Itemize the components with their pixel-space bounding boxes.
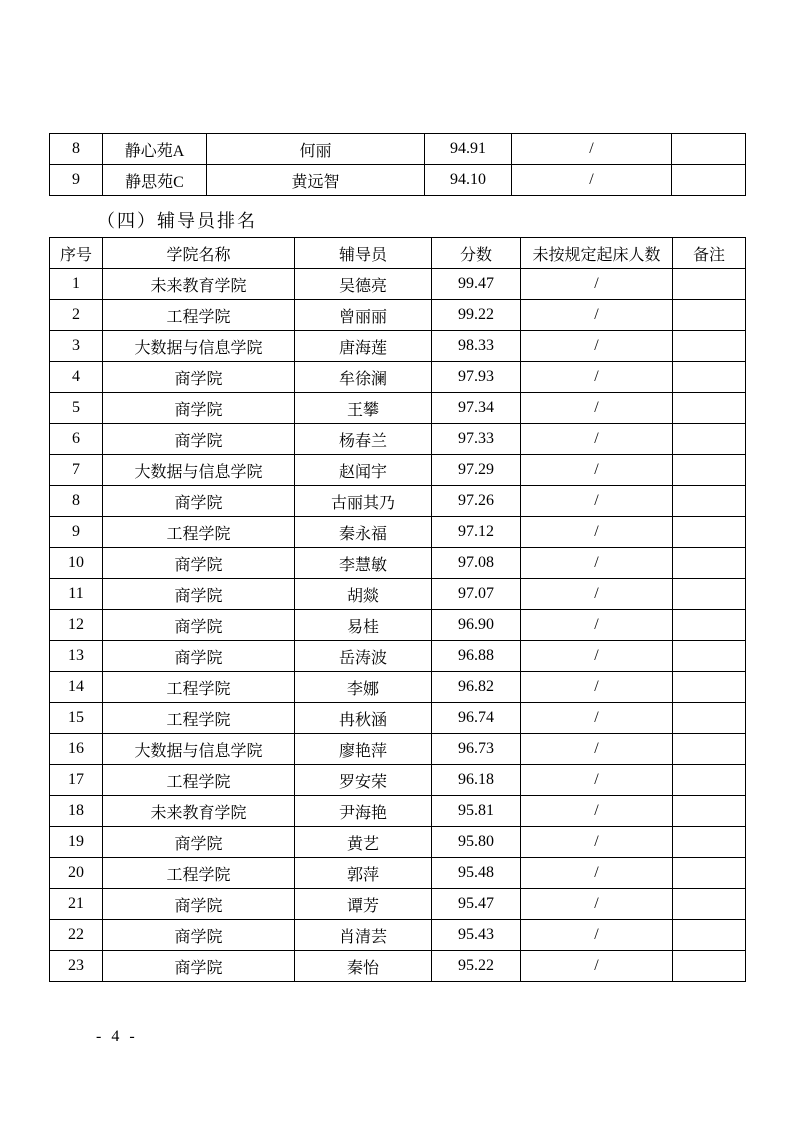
- table-cell: /: [521, 517, 673, 548]
- table-cell: 黄远智: [207, 165, 425, 196]
- table-cell: /: [521, 920, 673, 951]
- table-row: [50, 765, 746, 796]
- table-cell: 静思苑C: [103, 165, 207, 196]
- table-cell: 97.29: [432, 455, 521, 486]
- table-cell: 商学院: [103, 889, 295, 920]
- table-cell: 岳涛波: [295, 641, 432, 672]
- table-cell: 14: [50, 672, 103, 703]
- table-cell: 尹海艳: [295, 796, 432, 827]
- table-cell: 商学院: [103, 579, 295, 610]
- table-cell: 21: [50, 889, 103, 920]
- table-cell: [673, 517, 746, 548]
- table-row: [50, 703, 746, 734]
- table-cell: 商学院: [103, 920, 295, 951]
- table-cell: 95.81: [432, 796, 521, 827]
- table-cell: 谭芳: [295, 889, 432, 920]
- table-cell: 5: [50, 393, 103, 424]
- table-cell: 牟徐澜: [295, 362, 432, 393]
- table-cell: 23: [50, 951, 103, 982]
- table-cell: /: [521, 486, 673, 517]
- table-cell: /: [521, 362, 673, 393]
- table-row: [50, 889, 746, 920]
- table-cell: /: [521, 672, 673, 703]
- table-row: [50, 424, 746, 455]
- table-cell: /: [521, 858, 673, 889]
- section-heading: （四）辅导员排名: [97, 211, 257, 231]
- table-cell: 冉秋涵: [295, 703, 432, 734]
- table-cell: 9: [50, 517, 103, 548]
- table-row: [50, 858, 746, 889]
- table-cell: 97.33: [432, 424, 521, 455]
- table-cell: 黄艺: [295, 827, 432, 858]
- table-header-row: [50, 238, 746, 269]
- table-cell: /: [521, 269, 673, 300]
- table-cell: 工程学院: [103, 517, 295, 548]
- table-cell: [673, 362, 746, 393]
- table-cell: 19: [50, 827, 103, 858]
- table-cell: 13: [50, 641, 103, 672]
- table-cell: /: [521, 641, 673, 672]
- table-cell: 商学院: [103, 486, 295, 517]
- table-cell: 郭萍: [295, 858, 432, 889]
- table-cell: 18: [50, 796, 103, 827]
- table-cell: [673, 858, 746, 889]
- table-cell: /: [521, 579, 673, 610]
- table-row: [50, 300, 746, 331]
- table-cell: [673, 331, 746, 362]
- table-cell: 22: [50, 920, 103, 951]
- table-cell: 6: [50, 424, 103, 455]
- table-cell: 97.07: [432, 579, 521, 610]
- table-cell: 大数据与信息学院: [103, 455, 295, 486]
- table-cell: 工程学院: [103, 300, 295, 331]
- table-cell: 李慧敏: [295, 548, 432, 579]
- table-cell: 唐海莲: [295, 331, 432, 362]
- table-cell: 未来教育学院: [103, 796, 295, 827]
- table-cell: 廖艳萍: [295, 734, 432, 765]
- table-cell: 商学院: [103, 424, 295, 455]
- table-cell: [673, 579, 746, 610]
- table-cell: /: [521, 548, 673, 579]
- table-row: [50, 548, 746, 579]
- table-cell: [673, 455, 746, 486]
- table-row: [50, 579, 746, 610]
- table-cell: 96.73: [432, 734, 521, 765]
- table-cell: 15: [50, 703, 103, 734]
- table-cell: [673, 641, 746, 672]
- table-cell: 94.91: [425, 134, 512, 165]
- table-cell: 工程学院: [103, 858, 295, 889]
- table-cell: /: [521, 734, 673, 765]
- table-cell: /: [521, 827, 673, 858]
- table-cell: 李娜: [295, 672, 432, 703]
- table-cell: 95.43: [432, 920, 521, 951]
- table-cell: 商学院: [103, 827, 295, 858]
- table-cell: /: [521, 331, 673, 362]
- table-row: [50, 455, 746, 486]
- table-cell: [673, 548, 746, 579]
- table-cell: /: [512, 165, 672, 196]
- table-row: [50, 165, 746, 196]
- table-cell: /: [521, 393, 673, 424]
- table-cell: 97.93: [432, 362, 521, 393]
- table-cell: /: [521, 703, 673, 734]
- table-cell: /: [512, 134, 672, 165]
- table-cell: [672, 134, 746, 165]
- table-cell: /: [521, 765, 673, 796]
- table-cell: 秦怡: [295, 951, 432, 982]
- table-cell: 99.47: [432, 269, 521, 300]
- dorm-ranking-table-continued: [49, 133, 746, 196]
- table-cell: /: [521, 610, 673, 641]
- table-cell: [673, 610, 746, 641]
- table-cell: 96.88: [432, 641, 521, 672]
- table-cell: /: [521, 796, 673, 827]
- table-cell: [673, 889, 746, 920]
- page-number: - 4 -: [96, 1028, 138, 1045]
- table-cell: 吴德亮: [295, 269, 432, 300]
- table-cell: 98.33: [432, 331, 521, 362]
- counselor-ranking-table: [49, 237, 746, 982]
- table-cell: /: [521, 424, 673, 455]
- table-cell: 1: [50, 269, 103, 300]
- table-cell: 工程学院: [103, 672, 295, 703]
- table-row: [50, 517, 746, 548]
- table-row: [50, 269, 746, 300]
- table-row: [50, 796, 746, 827]
- table-cell: [673, 300, 746, 331]
- table-cell: 王攀: [295, 393, 432, 424]
- table-cell: 3: [50, 331, 103, 362]
- table-cell: 94.10: [425, 165, 512, 196]
- table-row: [50, 641, 746, 672]
- table-cell: 未来教育学院: [103, 269, 295, 300]
- table-cell: 97.26: [432, 486, 521, 517]
- table-cell: 曾丽丽: [295, 300, 432, 331]
- table-cell: 96.18: [432, 765, 521, 796]
- table-cell: 工程学院: [103, 703, 295, 734]
- table-cell: [673, 951, 746, 982]
- table-cell: 静心苑A: [103, 134, 207, 165]
- table-row: [50, 951, 746, 982]
- table-cell: [673, 920, 746, 951]
- table-cell: 97.34: [432, 393, 521, 424]
- table-cell: 20: [50, 858, 103, 889]
- table-cell: 9: [50, 165, 103, 196]
- table-cell: 工程学院: [103, 765, 295, 796]
- table-cell: 易桂: [295, 610, 432, 641]
- table-cell: 96.74: [432, 703, 521, 734]
- table-row: [50, 134, 746, 165]
- table-row: [50, 920, 746, 951]
- table-cell: 商学院: [103, 951, 295, 982]
- table-cell: 2: [50, 300, 103, 331]
- table-cell: 赵闻宇: [295, 455, 432, 486]
- table-cell: 96.82: [432, 672, 521, 703]
- table-row: [50, 486, 746, 517]
- table-cell: 97.08: [432, 548, 521, 579]
- table-row: [50, 393, 746, 424]
- table-cell: [673, 269, 746, 300]
- table-row: [50, 827, 746, 858]
- table-cell: 16: [50, 734, 103, 765]
- table-cell: 99.22: [432, 300, 521, 331]
- table-cell: 17: [50, 765, 103, 796]
- table-cell: 古丽其乃: [295, 486, 432, 517]
- table-cell: 杨春兰: [295, 424, 432, 455]
- table-cell: /: [521, 455, 673, 486]
- table-cell: 7: [50, 455, 103, 486]
- table-cell: 10: [50, 548, 103, 579]
- column-header: 辅导员: [295, 238, 432, 269]
- table-cell: [673, 703, 746, 734]
- table-cell: 8: [50, 486, 103, 517]
- table-cell: 商学院: [103, 393, 295, 424]
- column-header: 分数: [432, 238, 521, 269]
- table-cell: [673, 486, 746, 517]
- table-cell: 95.47: [432, 889, 521, 920]
- table-row: [50, 610, 746, 641]
- table-cell: [673, 672, 746, 703]
- table-cell: /: [521, 300, 673, 331]
- table-cell: 商学院: [103, 610, 295, 641]
- table-cell: [673, 796, 746, 827]
- table-cell: 秦永福: [295, 517, 432, 548]
- table-cell: 肖清芸: [295, 920, 432, 951]
- table-cell: [673, 765, 746, 796]
- table-cell: [673, 734, 746, 765]
- table-cell: 胡燚: [295, 579, 432, 610]
- table-cell: 11: [50, 579, 103, 610]
- table-cell: 商学院: [103, 548, 295, 579]
- table-cell: [673, 393, 746, 424]
- table-cell: 95.80: [432, 827, 521, 858]
- table-cell: 95.48: [432, 858, 521, 889]
- table-cell: 罗安荣: [295, 765, 432, 796]
- table-cell: 97.12: [432, 517, 521, 548]
- table-cell: 12: [50, 610, 103, 641]
- table-row: [50, 734, 746, 765]
- table-cell: 95.22: [432, 951, 521, 982]
- table-cell: 4: [50, 362, 103, 393]
- table-cell: /: [521, 951, 673, 982]
- table-row: [50, 331, 746, 362]
- column-header: 未按规定起床人数: [521, 238, 673, 269]
- table-row: [50, 672, 746, 703]
- table-cell: 商学院: [103, 362, 295, 393]
- column-header: 学院名称: [103, 238, 295, 269]
- table-cell: [673, 424, 746, 455]
- table-cell: 大数据与信息学院: [103, 734, 295, 765]
- table-cell: /: [521, 889, 673, 920]
- table-cell: 8: [50, 134, 103, 165]
- table-cell: 商学院: [103, 641, 295, 672]
- column-header: 备注: [673, 238, 746, 269]
- column-header: 序号: [50, 238, 103, 269]
- table-cell: 大数据与信息学院: [103, 331, 295, 362]
- table-row: [50, 362, 746, 393]
- table-cell: 96.90: [432, 610, 521, 641]
- table-cell: 何丽: [207, 134, 425, 165]
- table-cell: [672, 165, 746, 196]
- table-cell: [673, 827, 746, 858]
